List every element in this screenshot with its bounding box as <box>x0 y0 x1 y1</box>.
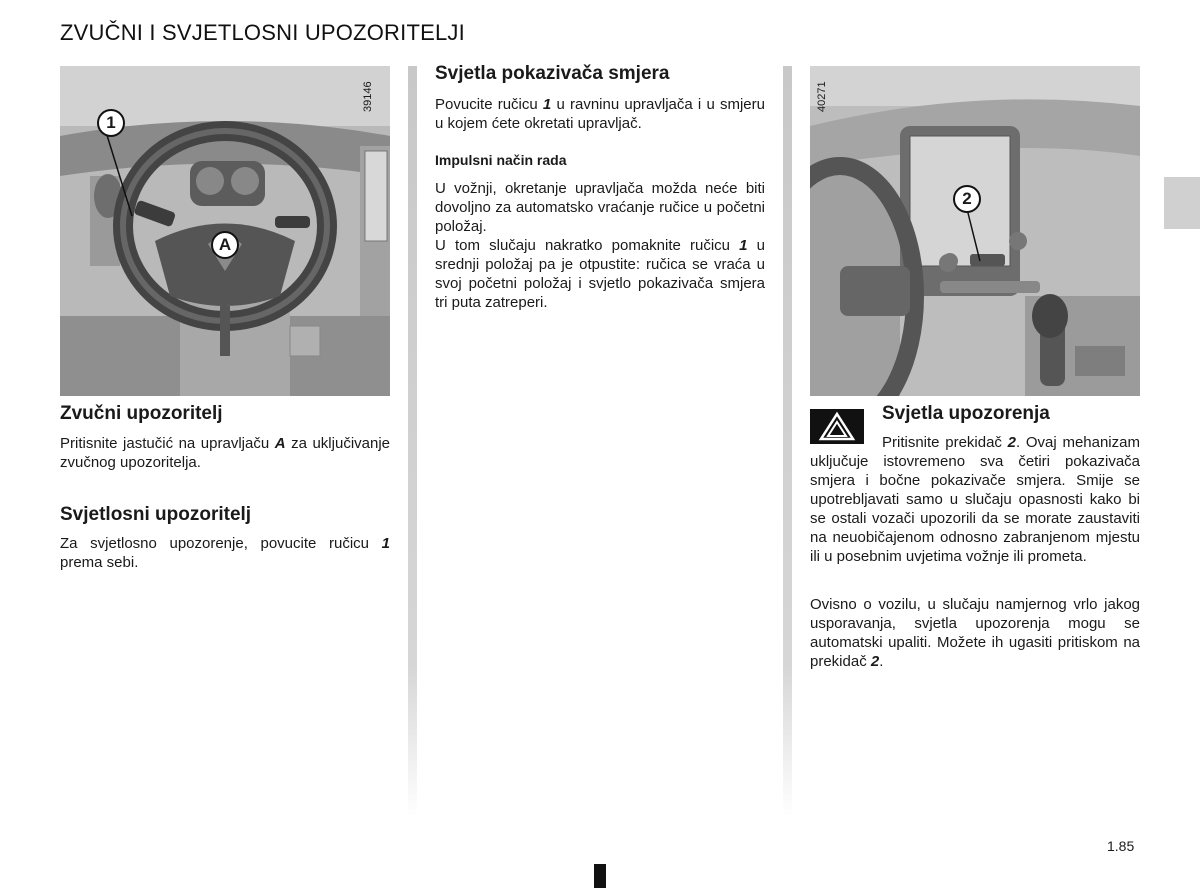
impulse-mode-heading: Impulsni način rada <box>435 152 567 168</box>
image-code-39146: 39146 <box>362 81 374 112</box>
column-separator <box>783 66 792 816</box>
page-title: ZVUČNI I SVJETLOSNI UPOZORITELJI <box>60 20 465 45</box>
impulse-mode-text-2: U tom slučaju nakratko pomaknite ručicu 1 u srednji položaj pa je otpustite: ručica se vraća u svoj početni položaj i svjetlo pokazivača smjera tri puta zatreperi. <box>435 237 765 311</box>
page-number: 1.85 <box>1107 838 1135 854</box>
column-separator <box>408 66 417 816</box>
hazard-text: Pritisnite prekidač 2. Ovaj mehanizam uključuje istovremeno sva četiri pokazivača smjera i bočne pokazivače smjera. Smije se upotrebljavati samo u slučaju opasnosti kako bi se ostali vozači upozorili da se morate zaustaviti na neuobičajenom odnosno zabranjenom mjestu ili u posebnim uvjetima vožnje ili prometa. <box>810 434 1140 565</box>
image-code-40271: 40271 <box>816 81 828 112</box>
page-marker <box>594 864 606 888</box>
callout-2: 2 <box>953 185 981 213</box>
callout-a: A <box>211 231 239 259</box>
indicators-heading: Svjetla pokazivača smjera <box>435 63 670 84</box>
horn-heading: Zvučni upozoritelj <box>60 403 223 424</box>
light-warning-heading: Svjetlosni upozoritelj <box>60 504 252 525</box>
dashboard-photo <box>810 66 1140 396</box>
horn-text: Pritisnite jastučić na upravljaču A za uključivanje zvučnog upozoritelja. <box>60 435 391 471</box>
callout-1: 1 <box>97 109 125 137</box>
impulse-mode-text: U vožnji, okretanje upravljača možda neće biti dovoljno za automatsko vraćanje ručice u početni položaj. <box>435 180 765 235</box>
light-warning-text: Za svjetlosno upozorenje, povucite ručicu 1 prema sebi. <box>60 535 390 571</box>
hazard-heading: Svjetla upozorenja <box>882 403 1050 424</box>
indicators-text: Povucite ručicu 1 u ravninu upravljača i u smjeru u kojem ćete okretati upravljač. <box>435 96 765 132</box>
hazard-auto-text: Ovisno o vozilu, u slučaju namjernog vrlo jakog usporavanja, svjetla upozorenja mogu se automatski upaliti. Možete ih ugasiti pritiskom na prekidač 2. <box>810 596 1140 670</box>
chapter-tab <box>1164 177 1200 229</box>
